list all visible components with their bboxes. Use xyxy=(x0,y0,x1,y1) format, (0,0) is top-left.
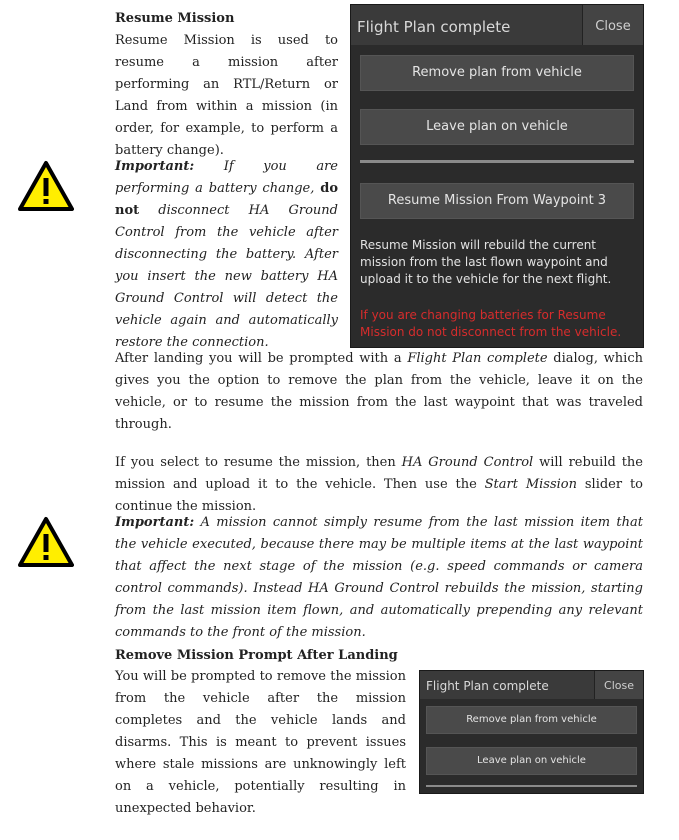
important-label-2: Important: xyxy=(115,515,195,530)
do-not-emphasis: do not xyxy=(115,181,338,218)
resume-mission-intro: Resume Mission is used to resume a mission after performing an RTL/Return or Land from within a mission (in order, for example, to perform a battery change). xyxy=(115,33,338,158)
resume-mission-button[interactable]: Resume Mission From Waypoint 3 xyxy=(360,183,634,219)
leave-plan-button[interactable]: Leave plan on vehicle xyxy=(426,747,637,775)
close-button[interactable]: Close xyxy=(594,671,643,699)
important-label: Important: xyxy=(115,159,195,174)
dialog-title: Flight Plan complete xyxy=(357,18,511,36)
dialog-divider xyxy=(360,160,634,163)
close-button[interactable]: Close xyxy=(582,5,643,45)
dialog-header xyxy=(420,671,643,699)
important-text-a: If you are performing a battery change, xyxy=(115,159,338,196)
section-title-resume-mission: Resume Mission xyxy=(115,11,235,26)
after-landing-text-a: After landing you will be prompted with a xyxy=(115,351,408,366)
warning-triangle-icon xyxy=(18,160,74,220)
after-landing-paragraph xyxy=(115,348,643,436)
battery-change-warning: If you are changing batteries for Resume Mission do not disconnect from the vehicle. xyxy=(360,308,622,339)
important-text-2: A mission cannot simply resume from the last mission item that the vehicle executed, because there may be multiple items at the last waypoint that affect the next stage of the mission (e.g. speed commands or camera control commands). Instead HA Ground Control rebuilds the mission, starting from the last mission item flown, and automatically prepending any relevant commands to the front of the mission. xyxy=(115,515,643,640)
flight-plan-complete-dialog-small xyxy=(419,670,644,794)
start-mission-emphasis: Start Mission xyxy=(484,477,578,492)
warning-triangle-icon xyxy=(18,516,74,576)
remove-plan-button[interactable]: Remove plan from vehicle xyxy=(426,706,637,734)
resume-mission-info: Resume Mission will rebuild the current mission from the last flown waypoint and upload it to the vehicle for the next flight. xyxy=(360,238,612,286)
flight-plan-complete-dialog xyxy=(350,4,644,348)
important-note-battery xyxy=(115,156,338,354)
resume-text-a: If you select to resume the mission, then xyxy=(115,455,402,470)
resume-text-c: slider to continue the mission. xyxy=(115,477,643,514)
remove-plan-button[interactable]: Remove plan from vehicle xyxy=(360,55,634,91)
section-title-remove-mission-prompt: Remove Mission Prompt After Landing xyxy=(115,648,398,663)
ha-ground-control-emphasis: HA Ground Control xyxy=(401,455,534,470)
after-landing-text-b: dialog, which gives you the option to remove the plan from the vehicle, leave it on the vehicle, or to resume the mission from the last waypoint that was traveled through. xyxy=(115,351,643,432)
remove-mission-paragraph: You will be prompted to remove the mission from the vehicle after the mission completes and the vehicle lands and disarms. This is meant to prevent issues where stale missions are unknowingly left on a vehicle, potentially resulting in unexpected behavior. xyxy=(115,669,406,816)
leave-plan-button[interactable]: Leave plan on vehicle xyxy=(360,109,634,145)
resume-rebuild-paragraph xyxy=(115,452,643,518)
important-note-mission-rebuild xyxy=(115,512,643,644)
flight-plan-complete-emphasis: Flight Plan complete xyxy=(407,351,548,366)
dialog-header xyxy=(351,5,643,45)
resume-text-b: will rebuild the mission and upload it to the vehicle. Then use the xyxy=(115,455,644,492)
dialog-title: Flight Plan complete xyxy=(426,679,549,693)
dialog-divider xyxy=(426,785,637,787)
important-text-b: disconnect HA Ground Control from the vehicle after disconnecting the battery. After you insert the new battery HA Ground Control will detect the vehicle again and automatically restore the connection. xyxy=(115,203,338,350)
